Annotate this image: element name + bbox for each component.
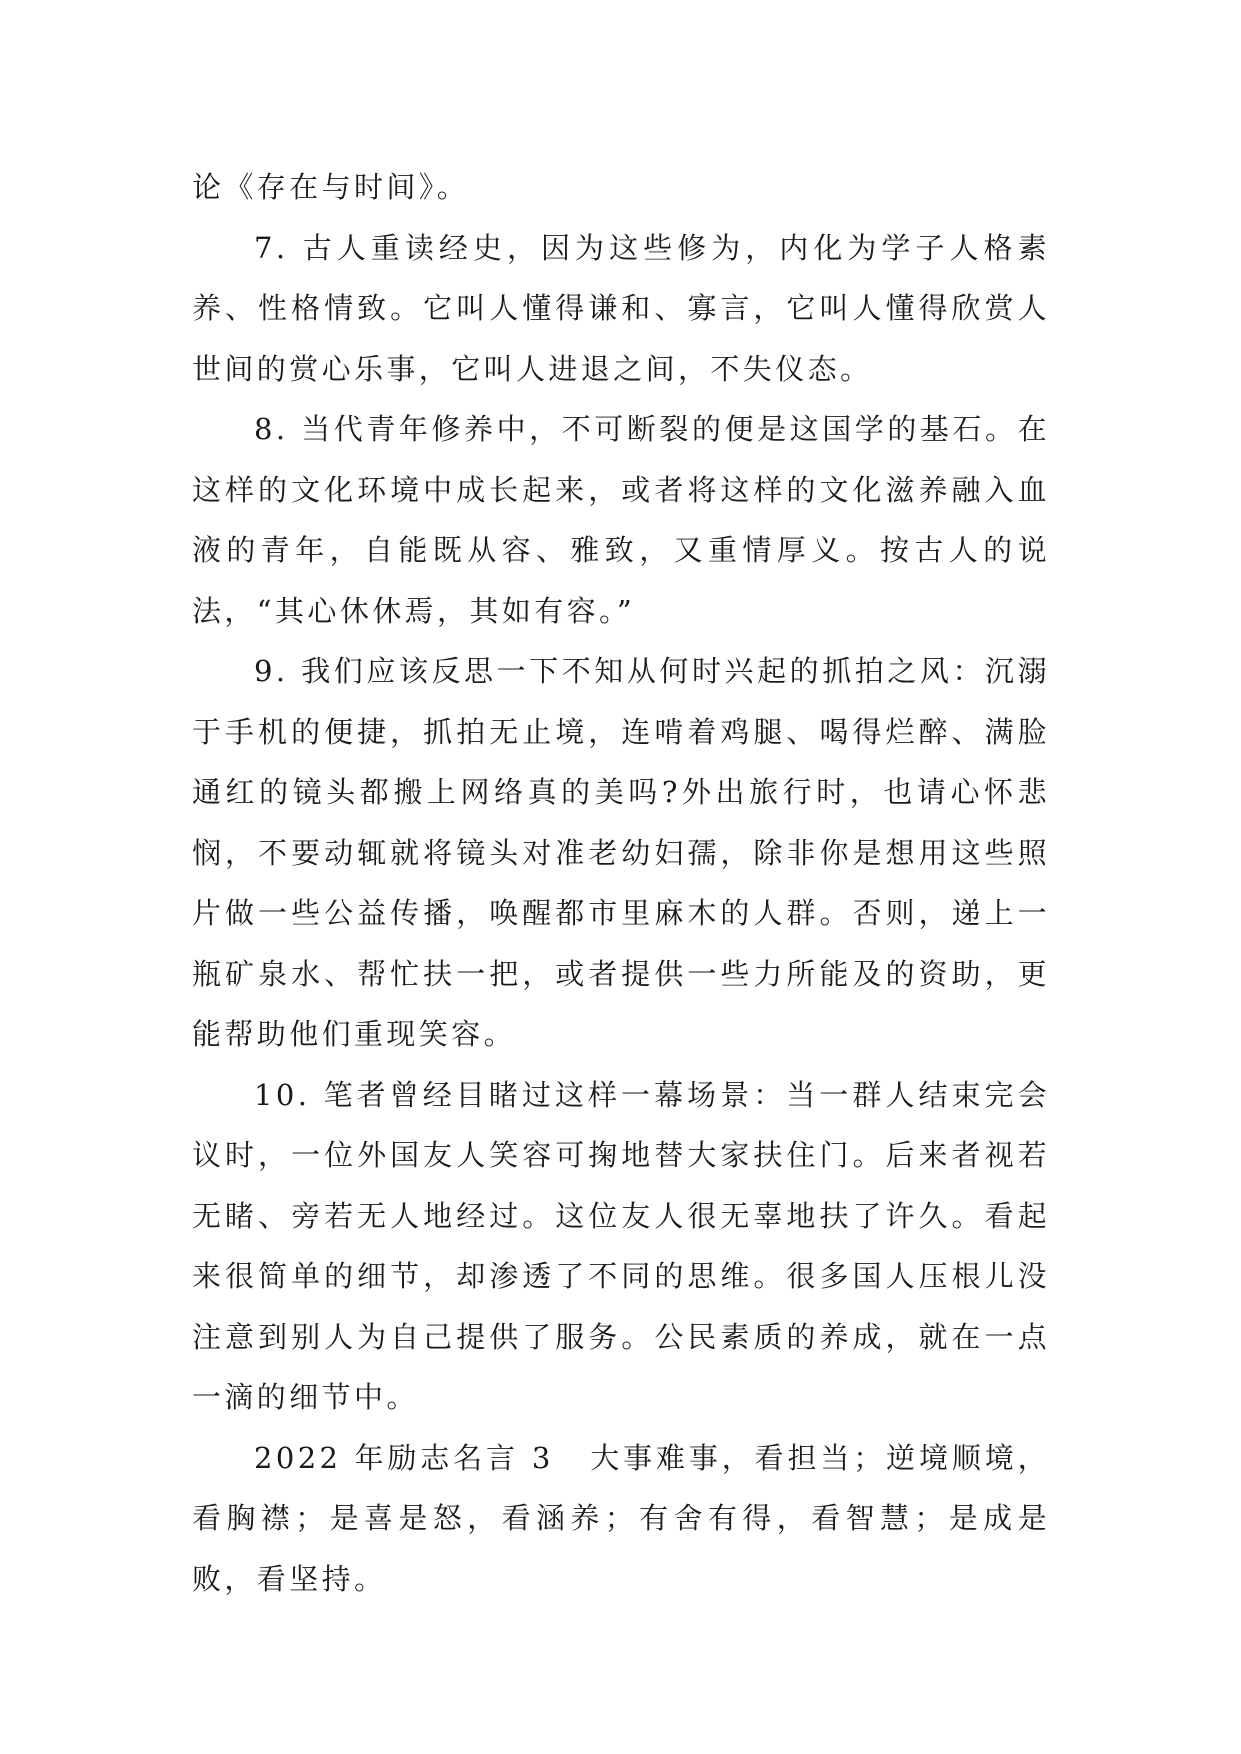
paragraph-7: 7. 古人重读经史，因为这些修为，内化为学子人格素养、性格情致。它叫人懂得谦和、寡言，它叫人懂得欣赏人世间的赏心乐事，它叫人进退之间，不失仪态。 — [192, 230, 1050, 386]
document-body — [192, 157, 1050, 1609]
paragraph-9: 9. 我们应该反思一下不知从何时兴起的抓拍之风：沉溺于手机的便捷，抓拍无止境，连啃着鸡腿、喝得烂醉、满脸通红的镜头都搬上网络真的美吗?外出旅行时，也请心怀悲悯，不要动辄就将镜头对准老幼妇孺，除非你是想用这些照片做一些公益传播，唤醒都市里麻木的人群。否则，递上一瓶矿泉水、帮忙扶一把，或者提供一些力所能及的资助，更能帮助他们重现笑容。 — [192, 654, 1050, 1051]
paragraph-6-continuation: 论《存在与时间》。 — [192, 170, 470, 204]
section-heading: 2022 年励志名言 3 — [254, 1440, 554, 1475]
paragraph-10: 10. 笔者曾经目睹过这样一幕场景：当一群人结束完会议时，一位外国友人笑容可掬地替大家扶住门。后来者视若无睹、旁若无人地经过。这位友人很无辜地扶了许久。看起来很简单的细节，却渗透了不同的思维。很多国人压根儿没注意到别人为自己提供了服务。公民素质的养成，就在一点一滴的细节中。 — [192, 1077, 1050, 1414]
paragraph-8: 8. 当代青年修养中，不可断裂的便是这国学的基石。在这样的文化环境中成长起来，或者将这样的文化滋养融入血液的青年，自能既从容、雅致，又重情厚义。按古人的说法，“其心休休焉，其如有容。” — [192, 412, 1050, 628]
section-quote: 大事难事，看担当；逆境顺境，看胸襟；是喜是怒，看涵养；有舍有得，看智慧；是成是败，看坚持。 — [192, 1440, 1050, 1596]
section-3-paragraph — [192, 1428, 1050, 1610]
